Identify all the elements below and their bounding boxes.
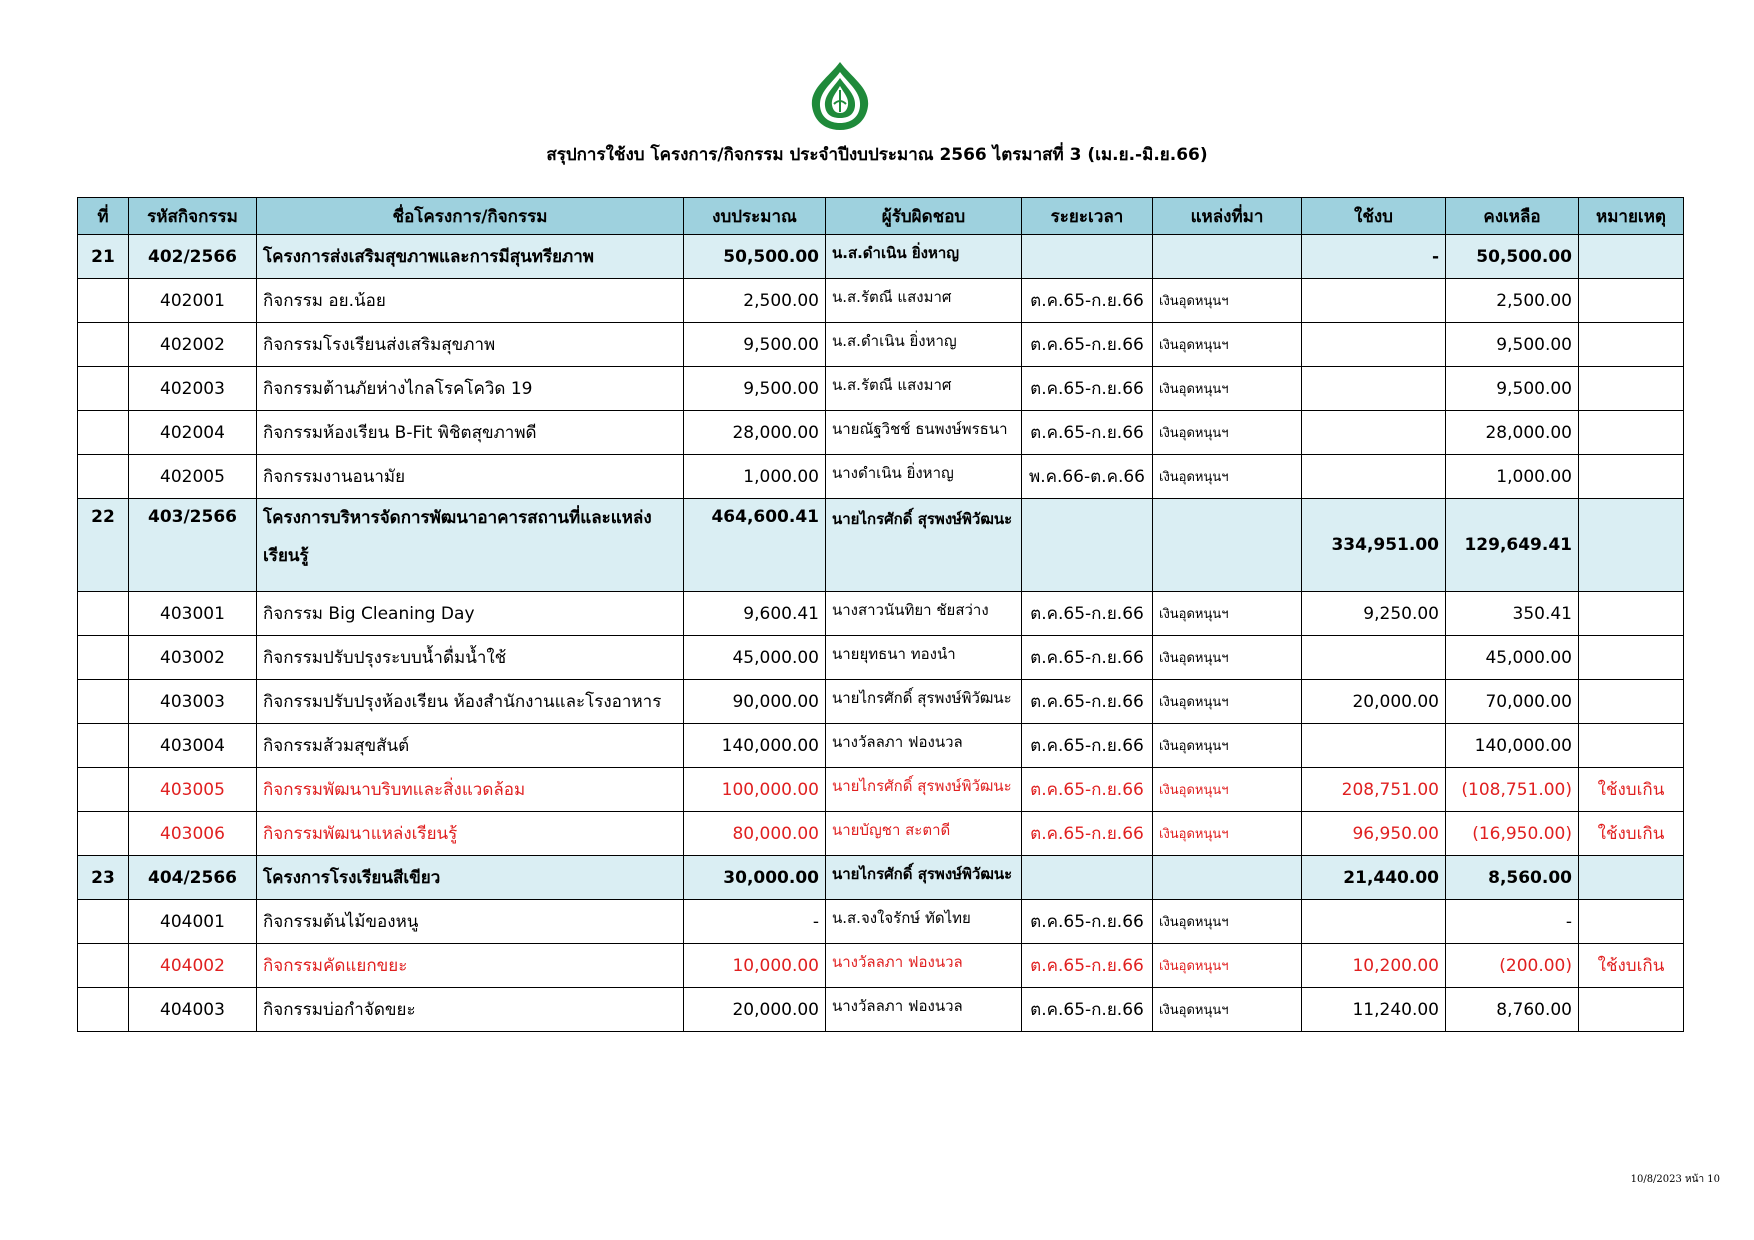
cell-name: กิจกรรมห้องเรียน B-Fit พิชิตสุขภาพดี (257, 411, 684, 455)
cell-name: กิจกรรม Big Cleaning Day (257, 592, 684, 636)
cell-note (1579, 411, 1684, 455)
activity-row (78, 900, 1684, 944)
cell-note (1579, 279, 1684, 323)
cell-used: 11,240.00 (1302, 988, 1446, 1032)
cell-period (1022, 235, 1153, 279)
header-source: แหล่งที่มา (1153, 198, 1302, 235)
cell-code: 404/2566 (129, 856, 257, 900)
cell-source: เงินอุดหนุนฯ (1153, 812, 1302, 856)
cell-period: ต.ค.65-ก.ย.66 (1022, 724, 1153, 768)
cell-responsible: น.ส.จงใจรักษ์ ทัดไทย (826, 900, 1022, 944)
cell-no (78, 367, 129, 411)
cell-note (1579, 724, 1684, 768)
cell-responsible: นายไกรศักดิ์ สุรพงษ์พิวัฒนะ (826, 680, 1022, 724)
cell-name: กิจกรรมพัฒนาบริบทและสิ่งแวดล้อม (257, 768, 684, 812)
cell-no: 22 (78, 499, 129, 592)
cell-note (1579, 856, 1684, 900)
project-row (78, 856, 1684, 900)
header-no: ที่ (78, 198, 129, 235)
cell-name: กิจกรรมปรับปรุงระบบน้ำดื่มน้ำใช้ (257, 636, 684, 680)
cell-used: 21,440.00 (1302, 856, 1446, 900)
cell-no (78, 812, 129, 856)
cell-used: 334,951.00 (1302, 499, 1446, 592)
cell-no (78, 680, 129, 724)
cell-responsible: นางสาวนันทิยา ชัยสว่าง (826, 592, 1022, 636)
budget-summary-table (77, 197, 1684, 1032)
cell-code: 402004 (129, 411, 257, 455)
cell-no (78, 592, 129, 636)
cell-code: 404001 (129, 900, 257, 944)
cell-budget: 45,000.00 (684, 636, 826, 680)
activity-row (78, 944, 1684, 988)
cell-period: ต.ค.65-ก.ย.66 (1022, 279, 1153, 323)
cell-period (1022, 499, 1153, 592)
cell-name: กิจกรรมพัฒนาแหล่งเรียนรู้ (257, 812, 684, 856)
cell-name: โครงการโรงเรียนสีเขียว (257, 856, 684, 900)
cell-name: กิจกรรมต้านภัยห่างไกลโรคโควิด 19 (257, 367, 684, 411)
activity-row (78, 411, 1684, 455)
cell-name: กิจกรรมโรงเรียนส่งเสริมสุขภาพ (257, 323, 684, 367)
cell-note (1579, 455, 1684, 499)
cell-responsible: นางวัลลภา ฟองนวล (826, 988, 1022, 1032)
cell-note (1579, 499, 1684, 592)
cell-code: 402001 (129, 279, 257, 323)
cell-period: ต.ค.65-ก.ย.66 (1022, 323, 1153, 367)
activity-row (78, 680, 1684, 724)
cell-note (1579, 636, 1684, 680)
cell-budget: 30,000.00 (684, 856, 826, 900)
cell-period: พ.ค.66-ต.ค.66 (1022, 455, 1153, 499)
cell-source: เงินอุดหนุนฯ (1153, 455, 1302, 499)
cell-no (78, 455, 129, 499)
cell-name: โครงการบริหารจัดการพัฒนาอาคารสถานที่และแหล่งเรียนรู้ (257, 499, 684, 592)
header-responsible: ผู้รับผิดชอบ (826, 198, 1022, 235)
cell-code: 402003 (129, 367, 257, 411)
cell-source: เงินอุดหนุนฯ (1153, 988, 1302, 1032)
cell-name: กิจกรรมคัดแยกขยะ (257, 944, 684, 988)
cell-code: 403001 (129, 592, 257, 636)
cell-code: 402002 (129, 323, 257, 367)
cell-name: กิจกรรม อย.น้อย (257, 279, 684, 323)
cell-budget: 28,000.00 (684, 411, 826, 455)
cell-source: เงินอุดหนุนฯ (1153, 279, 1302, 323)
cell-note: ใช้งบเกิน (1579, 812, 1684, 856)
cell-used: - (1302, 235, 1446, 279)
cell-source (1153, 499, 1302, 592)
cell-used (1302, 455, 1446, 499)
cell-no: 23 (78, 856, 129, 900)
cell-responsible: นายบัญชา สะตาดี (826, 812, 1022, 856)
cell-remain: 140,000.00 (1446, 724, 1579, 768)
cell-used (1302, 411, 1446, 455)
cell-budget: 10,000.00 (684, 944, 826, 988)
cell-budget: 100,000.00 (684, 768, 826, 812)
cell-used: 9,250.00 (1302, 592, 1446, 636)
page-title: สรุปการใช้งบ โครงการ/กิจกรรม ประจำปีงบประมาณ 2566 ไตรมาสที่ 3 (เม.ย.-มิ.ย.66) (546, 145, 1208, 165)
cell-source: เงินอุดหนุนฯ (1153, 592, 1302, 636)
cell-period: ต.ค.65-ก.ย.66 (1022, 636, 1153, 680)
cell-budget: 50,500.00 (684, 235, 826, 279)
cell-name: กิจกรรมปรับปรุงห้องเรียน ห้องสำนักงานและโรงอาหาร (257, 680, 684, 724)
cell-budget: 140,000.00 (684, 724, 826, 768)
activity-row (78, 323, 1684, 367)
cell-remain: 8,560.00 (1446, 856, 1579, 900)
cell-code: 403006 (129, 812, 257, 856)
cell-remain: - (1446, 900, 1579, 944)
cell-code: 404003 (129, 988, 257, 1032)
cell-responsible: นายไกรศักดิ์ สุรพงษ์พิวัฒนะ (826, 499, 1022, 592)
cell-period: ต.ค.65-ก.ย.66 (1022, 768, 1153, 812)
project-row (78, 499, 1684, 592)
cell-period: ต.ค.65-ก.ย.66 (1022, 988, 1153, 1032)
activity-row (78, 636, 1684, 680)
cell-responsible: น.ส.รัตณี แสงมาศ (826, 367, 1022, 411)
cell-note (1579, 367, 1684, 411)
header-name: ชื่อโครงการ/กิจกรรม (257, 198, 684, 235)
activity-row (78, 279, 1684, 323)
cell-code: 402/2566 (129, 235, 257, 279)
header-period: ระยะเวลา (1022, 198, 1153, 235)
cell-note (1579, 680, 1684, 724)
project-row (78, 235, 1684, 279)
cell-name: กิจกรรมงานอนามัย (257, 455, 684, 499)
page-footer: 10/8/2023 หน้า 10 (1630, 1174, 1720, 1185)
cell-used: 10,200.00 (1302, 944, 1446, 988)
cell-remain: 9,500.00 (1446, 323, 1579, 367)
cell-note: ใช้งบเกิน (1579, 944, 1684, 988)
header-remain: คงเหลือ (1446, 198, 1579, 235)
activity-row (78, 768, 1684, 812)
cell-responsible: นายไกรศักดิ์ สุรพงษ์พิวัฒนะ (826, 768, 1022, 812)
cell-source: เงินอุดหนุนฯ (1153, 323, 1302, 367)
cell-note (1579, 235, 1684, 279)
cell-code: 403003 (129, 680, 257, 724)
cell-remain: 50,500.00 (1446, 235, 1579, 279)
cell-period: ต.ค.65-ก.ย.66 (1022, 680, 1153, 724)
cell-no (78, 988, 129, 1032)
cell-used: 96,950.00 (1302, 812, 1446, 856)
cell-budget: 1,000.00 (684, 455, 826, 499)
cell-source: เงินอุดหนุนฯ (1153, 680, 1302, 724)
cell-no (78, 279, 129, 323)
cell-source: เงินอุดหนุนฯ (1153, 768, 1302, 812)
cell-remain: 1,000.00 (1446, 455, 1579, 499)
cell-period: ต.ค.65-ก.ย.66 (1022, 812, 1153, 856)
cell-budget: - (684, 900, 826, 944)
cell-budget: 20,000.00 (684, 988, 826, 1032)
cell-note (1579, 323, 1684, 367)
school-logo-icon (808, 60, 872, 132)
cell-remain: 28,000.00 (1446, 411, 1579, 455)
cell-budget: 9,500.00 (684, 367, 826, 411)
cell-budget: 90,000.00 (684, 680, 826, 724)
cell-budget: 464,600.41 (684, 499, 826, 592)
header-budget: งบประมาณ (684, 198, 826, 235)
cell-used (1302, 636, 1446, 680)
cell-source (1153, 235, 1302, 279)
cell-responsible: น.ส.ดำเนิน ยิ่งหาญ (826, 235, 1022, 279)
cell-source: เงินอุดหนุนฯ (1153, 367, 1302, 411)
cell-no (78, 323, 129, 367)
cell-responsible: นายยุทธนา ทองนำ (826, 636, 1022, 680)
cell-no (78, 900, 129, 944)
cell-code: 403002 (129, 636, 257, 680)
cell-used: 208,751.00 (1302, 768, 1446, 812)
cell-remain: 70,000.00 (1446, 680, 1579, 724)
cell-name: กิจกรรมต้นไม้ของหนู (257, 900, 684, 944)
cell-used (1302, 323, 1446, 367)
cell-source: เงินอุดหนุนฯ (1153, 944, 1302, 988)
cell-responsible: นายไกรศักดิ์ สุรพงษ์พิวัฒนะ (826, 856, 1022, 900)
cell-used: 20,000.00 (1302, 680, 1446, 724)
cell-responsible: นายณัฐวิชช์ ธนพงษ์พรธนา (826, 411, 1022, 455)
cell-responsible: น.ส.ดำเนิน ยิ่งหาญ (826, 323, 1022, 367)
activity-row (78, 988, 1684, 1032)
cell-source: เงินอุดหนุนฯ (1153, 636, 1302, 680)
cell-code: 403/2566 (129, 499, 257, 592)
activity-row (78, 592, 1684, 636)
cell-budget: 80,000.00 (684, 812, 826, 856)
cell-responsible: นางวัลลภา ฟองนวล (826, 944, 1022, 988)
cell-budget: 2,500.00 (684, 279, 826, 323)
cell-name: กิจกรรมบ่อกำจัดขยะ (257, 988, 684, 1032)
activity-row (78, 367, 1684, 411)
cell-source (1153, 856, 1302, 900)
header-used: ใช้งบ (1302, 198, 1446, 235)
header-note: หมายเหตุ (1579, 198, 1684, 235)
cell-responsible: น.ส.รัตณี แสงมาศ (826, 279, 1022, 323)
cell-period (1022, 856, 1153, 900)
cell-budget: 9,600.41 (684, 592, 826, 636)
cell-note (1579, 592, 1684, 636)
cell-name: โครงการส่งเสริมสุขภาพและการมีสุนทรียภาพ (257, 235, 684, 279)
cell-no: 21 (78, 235, 129, 279)
cell-source: เงินอุดหนุนฯ (1153, 411, 1302, 455)
cell-used (1302, 724, 1446, 768)
cell-remain: 350.41 (1446, 592, 1579, 636)
cell-remain: 2,500.00 (1446, 279, 1579, 323)
cell-period: ต.ค.65-ก.ย.66 (1022, 944, 1153, 988)
cell-code: 403005 (129, 768, 257, 812)
cell-name: กิจกรรมส้วมสุขสันต์ (257, 724, 684, 768)
cell-responsible: นางวัลลภา ฟองนวล (826, 724, 1022, 768)
header-code: รหัสกิจกรรม (129, 198, 257, 235)
cell-code: 404002 (129, 944, 257, 988)
activity-row (78, 455, 1684, 499)
cell-code: 403004 (129, 724, 257, 768)
cell-used (1302, 900, 1446, 944)
cell-remain: (108,751.00) (1446, 768, 1579, 812)
cell-used (1302, 279, 1446, 323)
table-header-row (78, 198, 1684, 235)
cell-budget: 9,500.00 (684, 323, 826, 367)
activity-row (78, 812, 1684, 856)
cell-note (1579, 900, 1684, 944)
cell-note (1579, 988, 1684, 1032)
cell-period: ต.ค.65-ก.ย.66 (1022, 900, 1153, 944)
cell-no (78, 768, 129, 812)
cell-responsible: นางดำเนิน ยิ่งหาญ (826, 455, 1022, 499)
cell-no (78, 724, 129, 768)
cell-no (78, 411, 129, 455)
cell-no (78, 636, 129, 680)
activity-row (78, 724, 1684, 768)
cell-note: ใช้งบเกิน (1579, 768, 1684, 812)
cell-period: ต.ค.65-ก.ย.66 (1022, 592, 1153, 636)
cell-code: 402005 (129, 455, 257, 499)
cell-remain: 129,649.41 (1446, 499, 1579, 592)
cell-remain: (16,950.00) (1446, 812, 1579, 856)
cell-period: ต.ค.65-ก.ย.66 (1022, 411, 1153, 455)
cell-remain: (200.00) (1446, 944, 1579, 988)
cell-remain: 8,760.00 (1446, 988, 1579, 1032)
cell-source: เงินอุดหนุนฯ (1153, 724, 1302, 768)
cell-no (78, 944, 129, 988)
cell-remain: 45,000.00 (1446, 636, 1579, 680)
cell-period: ต.ค.65-ก.ย.66 (1022, 367, 1153, 411)
cell-remain: 9,500.00 (1446, 367, 1579, 411)
cell-used (1302, 367, 1446, 411)
cell-source: เงินอุดหนุนฯ (1153, 900, 1302, 944)
